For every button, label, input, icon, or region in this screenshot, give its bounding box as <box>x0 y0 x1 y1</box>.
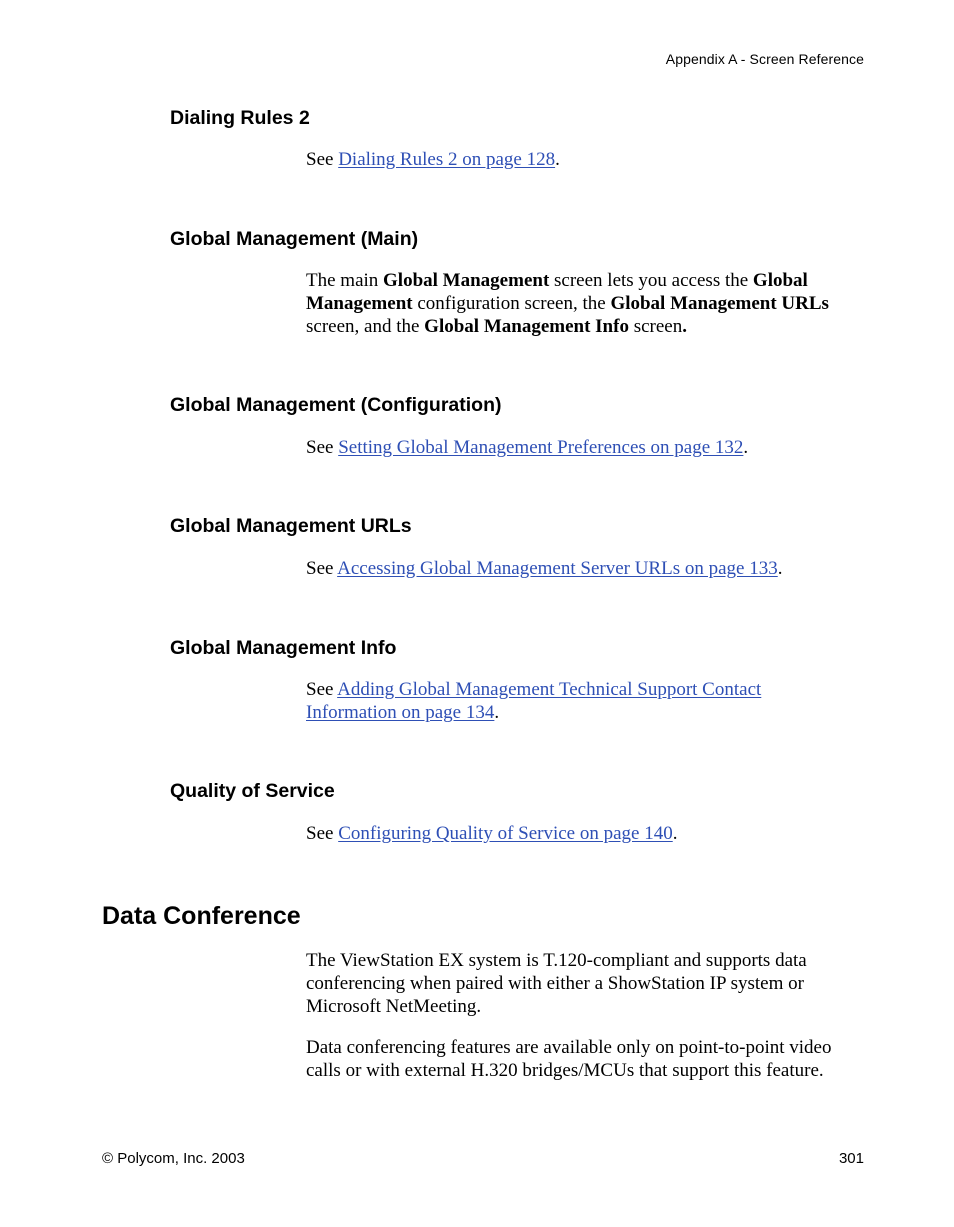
link-adding-technical-support-contact[interactable]: Adding Global Management Technical Support Contact Information on page 134 <box>306 679 762 723</box>
period: . <box>555 149 560 170</box>
bold-term: Global Management <box>383 270 550 291</box>
heading-quality-of-service: Quality of Service <box>170 780 335 802</box>
text-segment: The main <box>306 270 384 291</box>
heading-global-management-main: Global Management (Main) <box>170 228 419 250</box>
heading-global-management-info: Global Management Info <box>170 637 397 659</box>
link-setting-global-management-preferences[interactable]: Setting Global Management Preferences on page 132 <box>338 437 744 458</box>
heading-data-conference: Data Conference <box>102 902 301 930</box>
bold-term: Global Management Info <box>424 316 629 337</box>
period: . <box>672 823 678 844</box>
paragraph-global-management-main <box>306 269 868 338</box>
link-accessing-global-management-server-urls[interactable]: Accessing Global Management Server URLs on page 133 <box>337 558 778 579</box>
heading-global-management-urls: Global Management URLs <box>170 515 412 537</box>
period: . <box>743 437 749 458</box>
text-segment: screen lets you access the <box>549 270 753 291</box>
paragraph-data-conference-1: The ViewStation EX system is T.120-compliant and supports data conferencing when paired with either a ShowStation IP system or Microsoft NetMeeting. <box>306 950 807 1017</box>
bold-term: Global Management URLs <box>610 293 829 314</box>
paragraph-global-management-urls <box>306 557 868 580</box>
see-text: See <box>306 149 339 170</box>
link-configuring-quality-of-service[interactable]: Configuring Quality of Service on page 140 <box>338 823 673 844</box>
footer-page-number: 301 <box>838 1150 864 1167</box>
text-segment: configuration screen, the <box>412 293 611 314</box>
footer-copyright: © Polycom, Inc. 2003 <box>102 1150 245 1167</box>
paragraph-global-management-configuration <box>306 436 868 459</box>
link-dialing-rules-2[interactable]: Dialing Rules 2 on page 128 <box>338 149 556 170</box>
see-text: See <box>306 558 338 579</box>
heading-dialing-rules-2: Dialing Rules 2 <box>170 107 310 129</box>
paragraph-dialing-rules-2 <box>306 148 868 171</box>
paragraph-data-conference-2: Data conferencing features are available only on point-to-point video calls or with external H.320 bridges/MCUs that support this feature. <box>306 1037 832 1081</box>
running-header: Appendix A - Screen Reference <box>665 51 864 67</box>
see-text: See <box>306 437 339 458</box>
paragraph-global-management-info <box>306 678 826 724</box>
bold-period: . <box>682 316 687 337</box>
period: . <box>777 558 783 579</box>
see-text: See <box>306 823 339 844</box>
paragraph-quality-of-service <box>306 822 868 845</box>
see-text: See <box>306 679 338 700</box>
text-segment: screen <box>628 316 683 337</box>
bold-term: Global Management <box>306 270 808 314</box>
period: . <box>494 702 500 723</box>
heading-global-management-configuration: Global Management (Configuration) <box>170 394 502 416</box>
text-segment: screen, and the <box>306 316 425 337</box>
